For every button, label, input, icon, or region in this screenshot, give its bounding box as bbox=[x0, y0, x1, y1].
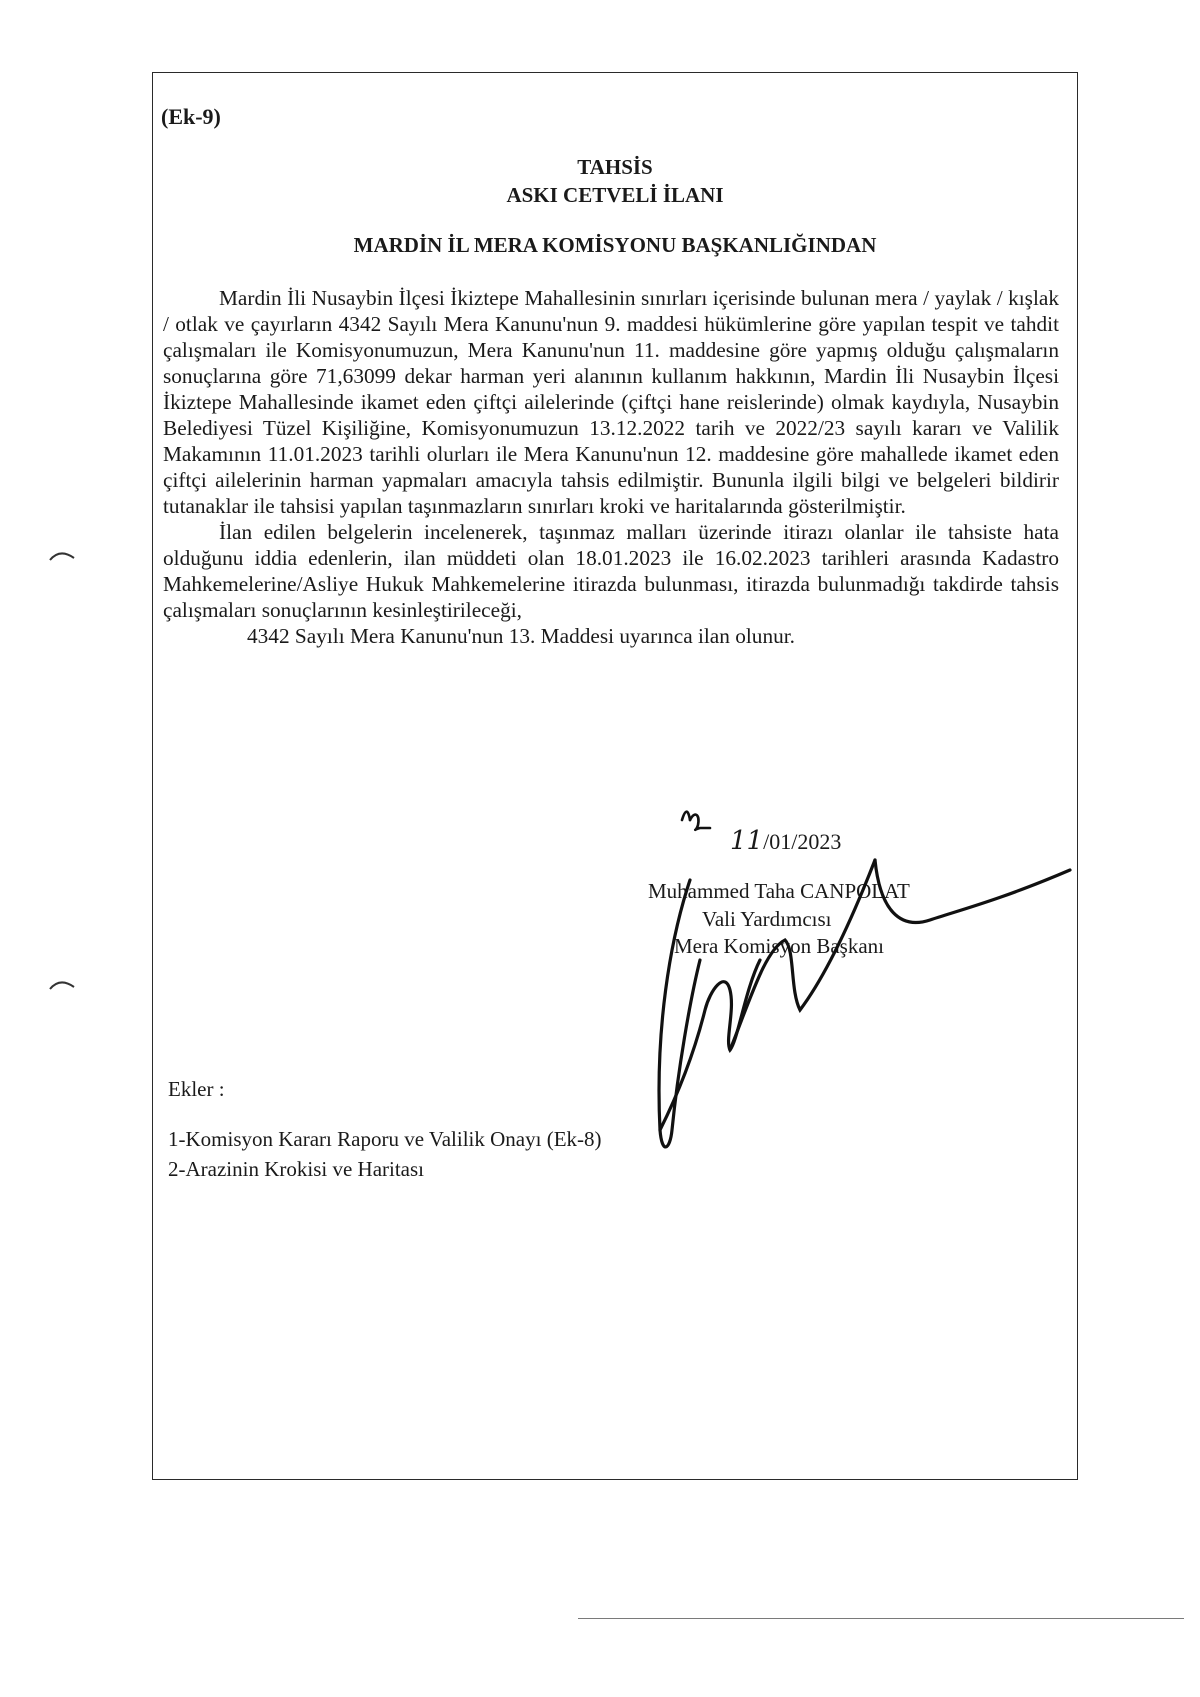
signatory-role: Vali Yardımcısı bbox=[702, 907, 832, 931]
document-subtitle: ASKI CETVELİ İLANI bbox=[506, 183, 724, 207]
signatory-organization: Mera Komisyon Başkanı bbox=[674, 934, 884, 958]
attachment-item: 1-Komisyon Kararı Raporu ve Valilik Onayı (Ek-8) bbox=[168, 1127, 602, 1151]
body-paragraph: Mardin İli Nusaybin İlçesi İkiztepe Mahallesinin sınırları içerisinde bulunan mera / yaylak / kışlak / otlak ve çayırların 4342 Sayılı Mera Kanunu'nun 9. maddesi hükümlerine göre yapılan tespit ve tahdit çalışmaları ile Komisyonumuzun, Mera Kanunu'nun 11. maddesine göre yapmış olduğu çalışmaların sonuçlarına göre 71,63099 dekar harman yeri alanının kullanım hakkının, Mardin İli Nusaybin İlçesi İkiztepe Mahallesinde ikamet eden çiftçi ailelerinde (çiftçi hane reislerinde) olmak kaydıyla, Nusaybin Belediyesi Tüzel Kişiliğine, Komisyonumuzun 13.12.2022 tarih ve 2022/23 sayılı kararı ve Valilik Makamının 11.01.2023 tarihli olurları ile Mera Kanunu'nun 12. maddesine göre mahallede ikamet eden çiftçi ailelerinin harman yapmaları amacıyla tahsis edilmiştir. Bununla ilgili bilgi ve belgeleri bildirir tutanaklar ile tahsisi yapılan taşınmazların sınırları kroki ve haritalarında gösterilmiştir. bbox=[163, 286, 1059, 518]
announcement-body bbox=[163, 285, 1059, 649]
signature-date-day: 11 bbox=[730, 826, 764, 856]
attachments-list bbox=[168, 1124, 602, 1184]
closing-statement: 4342 Sayılı Mera Kanunu'nun 13. Maddesi uyarınca ilan olunur. bbox=[247, 624, 795, 648]
signature-date-month-year: /01/2023 bbox=[763, 829, 842, 854]
punch-hole-mark bbox=[48, 977, 76, 991]
issuing-authority: MARDİN İL MERA KOMİSYONU BAŞKANLIĞINDAN bbox=[353, 233, 877, 257]
body-paragraph: İlan edilen belgelerin incelenerek, taşınmaz malları üzerinde itirazı olanlar ile tahsiste hata olduğunu iddia edenlerin, ilan müddeti olan 18.01.2023 ile 16.02.2023 tarihleri arasında Kadastro Mahkemelerine/Asliye Hukuk Mahkemelerine itirazda bulunması, itirazda bulunmadığı takdirde tahsis çalışmaları sonuçlarının kesinleştirileceği, bbox=[163, 520, 1059, 622]
scan-edge-line bbox=[578, 1618, 1184, 1619]
handwritten-signature bbox=[600, 800, 1080, 1160]
annex-label: (Ek-9) bbox=[161, 104, 221, 129]
document-title: TAHSİS bbox=[577, 155, 653, 179]
attachments-label: Ekler : bbox=[168, 1077, 225, 1101]
punch-hole-mark bbox=[48, 548, 76, 562]
signatory-name: Muhammed Taha CANPOLAT bbox=[648, 879, 910, 903]
attachment-item: 2-Arazinin Krokisi ve Haritası bbox=[168, 1157, 425, 1181]
document-frame bbox=[152, 72, 1078, 1480]
